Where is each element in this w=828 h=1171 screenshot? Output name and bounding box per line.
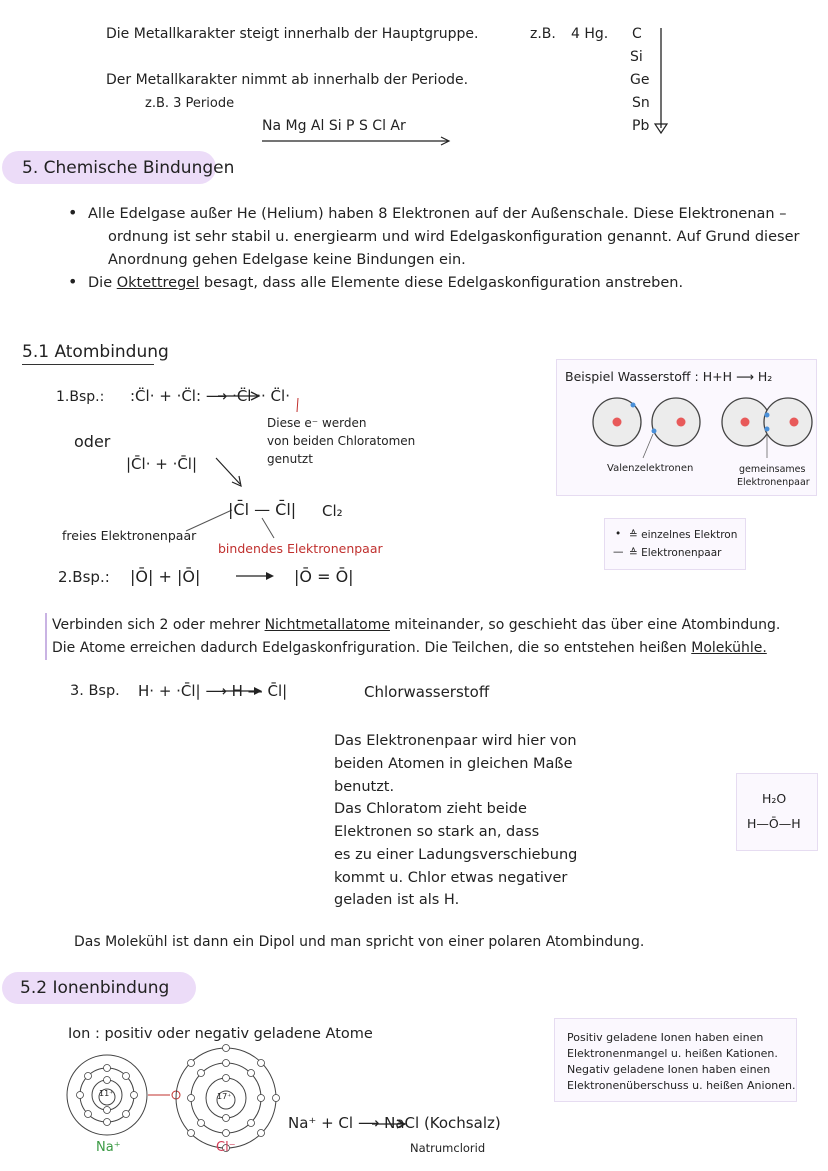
explanation-line: es zu einer Ladungsverschiebung	[334, 847, 578, 863]
explanation-line: Elektronen so stark an, dass	[334, 824, 540, 840]
na-ion-label: Na⁺	[96, 1140, 121, 1155]
oder-label: oder	[74, 432, 111, 451]
water-formula: H₂O	[762, 791, 787, 806]
na-nucleus-label: 11⁺	[99, 1089, 114, 1098]
group-label: 4 Hg.	[571, 26, 609, 42]
equation-3-left: |Ō| + |Ō|	[130, 567, 201, 586]
equation-2: |C̄l· + ·C̄l|	[126, 455, 198, 473]
nacl-name: Natrumclorid	[410, 1141, 486, 1155]
metal-line-2: Der Metallkarakter nimmt ab innerhalb der Periode.	[106, 72, 469, 88]
group-element: Ge	[630, 72, 650, 88]
ion-info-line: Elektronenmangel u. heißen Kationen.	[567, 1047, 778, 1060]
section-5-1-title: 5.1 Atombindung	[22, 342, 169, 362]
bullet-2-pre: Die	[88, 275, 113, 291]
oktettregel-term: Oktettregel	[116, 275, 200, 291]
bullet-2-post: besagt, dass alle Elemente diese Edelgaskonfiguration anstreben.	[203, 275, 684, 291]
example-2-label: 2.Bsp.:	[58, 568, 110, 586]
ion-info-line: Negativ geladene Ionen haben einen	[567, 1063, 771, 1076]
legend-line-icon: —	[613, 546, 624, 558]
period-example: z.B. 3 Periode	[145, 96, 235, 111]
section-5-2-title: 5.2 Ionenbindung	[20, 978, 170, 998]
group-element: Pb	[632, 118, 650, 134]
bullet-icon: •	[68, 272, 78, 291]
cl2-formula: Cl₂	[322, 502, 343, 520]
nichtmetall-term: Nichtmetallatome	[264, 617, 390, 633]
example-3-label: 3. Bsp.	[70, 683, 120, 699]
ion-definition: Ion : positiv oder negativ geladene Atome	[68, 1026, 373, 1042]
shared-pair-label-2: Elektronenpaar	[737, 477, 810, 488]
explanation-line: beiden Atomen in gleichen Maße	[334, 756, 573, 772]
hydrogen-box-title: Beispiel Wasserstoff : H+H ⟶ H₂	[565, 369, 773, 384]
legend-single: ≙ einzelnes Elektron	[629, 529, 738, 541]
definition-1-post: miteinander, so geschieht das über eine Atombindung.	[394, 617, 781, 633]
zb-label: z.B.	[530, 26, 556, 42]
water-structure: H—Ō—H	[747, 816, 801, 831]
dipol-sentence: Das Molekühl ist dann ein Dipol und man spricht von einer polaren Atombindung.	[74, 934, 645, 950]
note-1-line-2: von beiden Chloratomen	[267, 434, 416, 448]
nacl-reaction: Na⁺ + Cl ⟶ NaCl (Kochsalz)	[288, 1114, 501, 1132]
bullet-1-line-1: Alle Edelgase außer He (Helium) haben 8 Elektronen auf der Außenschale. Diese Elektronenan –	[88, 206, 787, 222]
definition-2-pre: Die Atome erreichen dadurch Edelgaskonfriguration. Die Teilchen, die so entstehen heißen	[52, 640, 687, 656]
definition-1-pre: Verbinden sich 2 oder mehrer	[52, 617, 261, 633]
explanation-line: Das Chloratom zieht beide	[334, 801, 527, 817]
legend-dot-icon: •	[615, 528, 622, 540]
binding-pair-label: bindendes Elektronenpaar	[218, 541, 383, 556]
cl2-bond: |C̄l — C̄l|	[228, 500, 297, 519]
bullet-1-line-3: Anordnung gehen Edelgase keine Bindungen ein.	[108, 252, 466, 268]
period-elements: Na Mg Al Si P S Cl Ar	[262, 118, 406, 134]
bullet-icon: •	[68, 203, 78, 222]
free-pair-label: freies Elektronenpaar	[62, 528, 197, 543]
metal-line-1: Die Metallkarakter steigt innerhalb der Hauptgruppe.	[106, 26, 479, 42]
ion-info-box	[554, 1018, 797, 1102]
shared-pair-label-1: gemeinsames	[739, 464, 806, 475]
valence-label: Valenzelektronen	[607, 463, 694, 474]
legend-pair: ≙ Elektronenpaar	[629, 547, 722, 559]
explanation-line: Das Elektronenpaar wird hier von	[334, 733, 577, 749]
molekuehle-term: Molekühle.	[691, 640, 767, 656]
example-1-label: 1.Bsp.:	[56, 389, 105, 405]
equation-4: H· + ·C̄l| ⟶ H — C̄l|	[138, 682, 288, 700]
hcl-name: Chlorwasserstoff	[364, 683, 490, 701]
group-element: Si	[630, 49, 643, 65]
note-1-line-3: genutzt	[267, 452, 313, 466]
explanation-line: benutzt.	[334, 779, 395, 795]
cl-ion-label: Cl⁻	[216, 1140, 236, 1155]
note-1-line-1: Diese e⁻ werden	[267, 416, 367, 430]
equation-1: :C̈l· + ·C̈l: ⟶ ·C̈l ·· C̈l·	[130, 387, 290, 405]
equation-3-right: |Ō = Ō|	[294, 567, 354, 586]
ion-info-line: Elektronenüberschuss u. heißen Anionen.	[567, 1079, 796, 1092]
explanation-line: kommt u. Chlor etwas negativer	[334, 870, 568, 886]
group-element: C	[632, 26, 642, 42]
cl-nucleus-label: 17⁺	[217, 1092, 232, 1101]
explanation-line: geladen ist als H.	[334, 892, 460, 908]
bullet-1-line-2: ordnung ist sehr stabil u. energiearm und wird Edelgaskonfiguration genannt. Auf Grund dieser	[108, 229, 800, 245]
ion-info-line: Positiv geladene Ionen haben einen	[567, 1031, 764, 1044]
group-element: Sn	[632, 95, 650, 111]
section-5-title: 5. Chemische Bindungen	[22, 158, 235, 178]
cl-electrons	[188, 1045, 280, 1152]
